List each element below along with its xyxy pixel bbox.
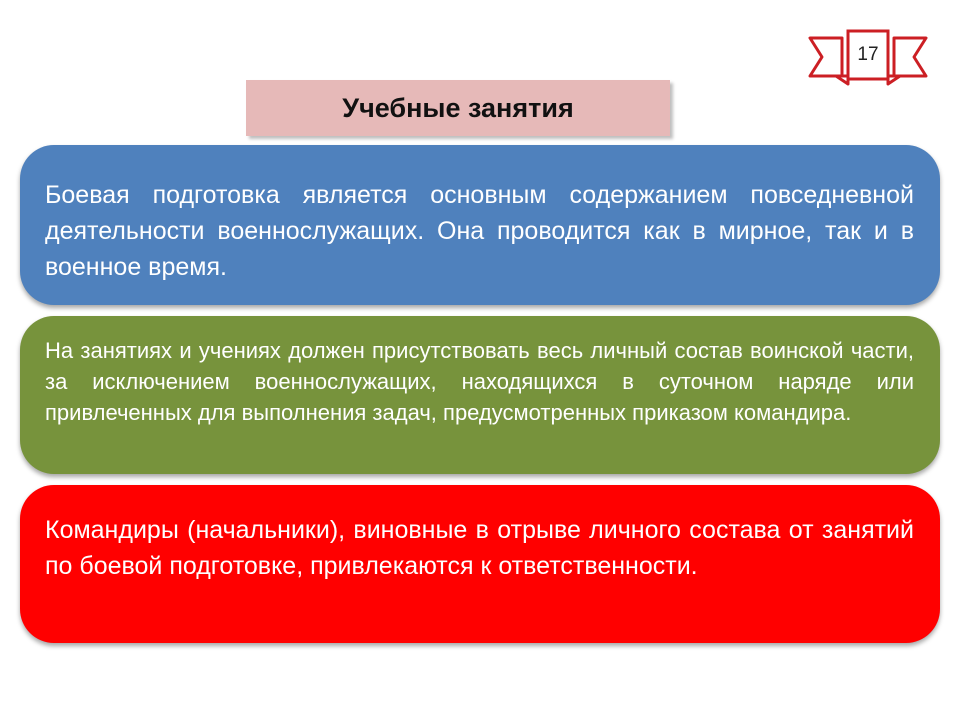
card-text: Боевая подготовка является основным содержанием повседневной деятельности военнослужащих. Она проводится как в мирное, так и в военное время. — [45, 181, 914, 281]
slide-title: Учебные занятия — [246, 80, 670, 136]
page-number-badge — [806, 28, 930, 90]
info-card-responsibility — [20, 485, 940, 643]
info-card-attendance — [20, 316, 940, 474]
card-text: На занятиях и учениях должен присутствовать весь личный состав воинской части, за исключением военнослужащих, находящихся в суточном наряде или привлеченных для выполнения задач, предусмотренных приказом командира. — [45, 338, 914, 425]
info-card-combat-training — [20, 145, 940, 305]
card-text: Командиры (начальники), виновные в отрыве личного состава от занятий по боевой подготовке, привлекаются к ответственности. — [45, 516, 914, 580]
page-number: 17 — [857, 44, 879, 65]
